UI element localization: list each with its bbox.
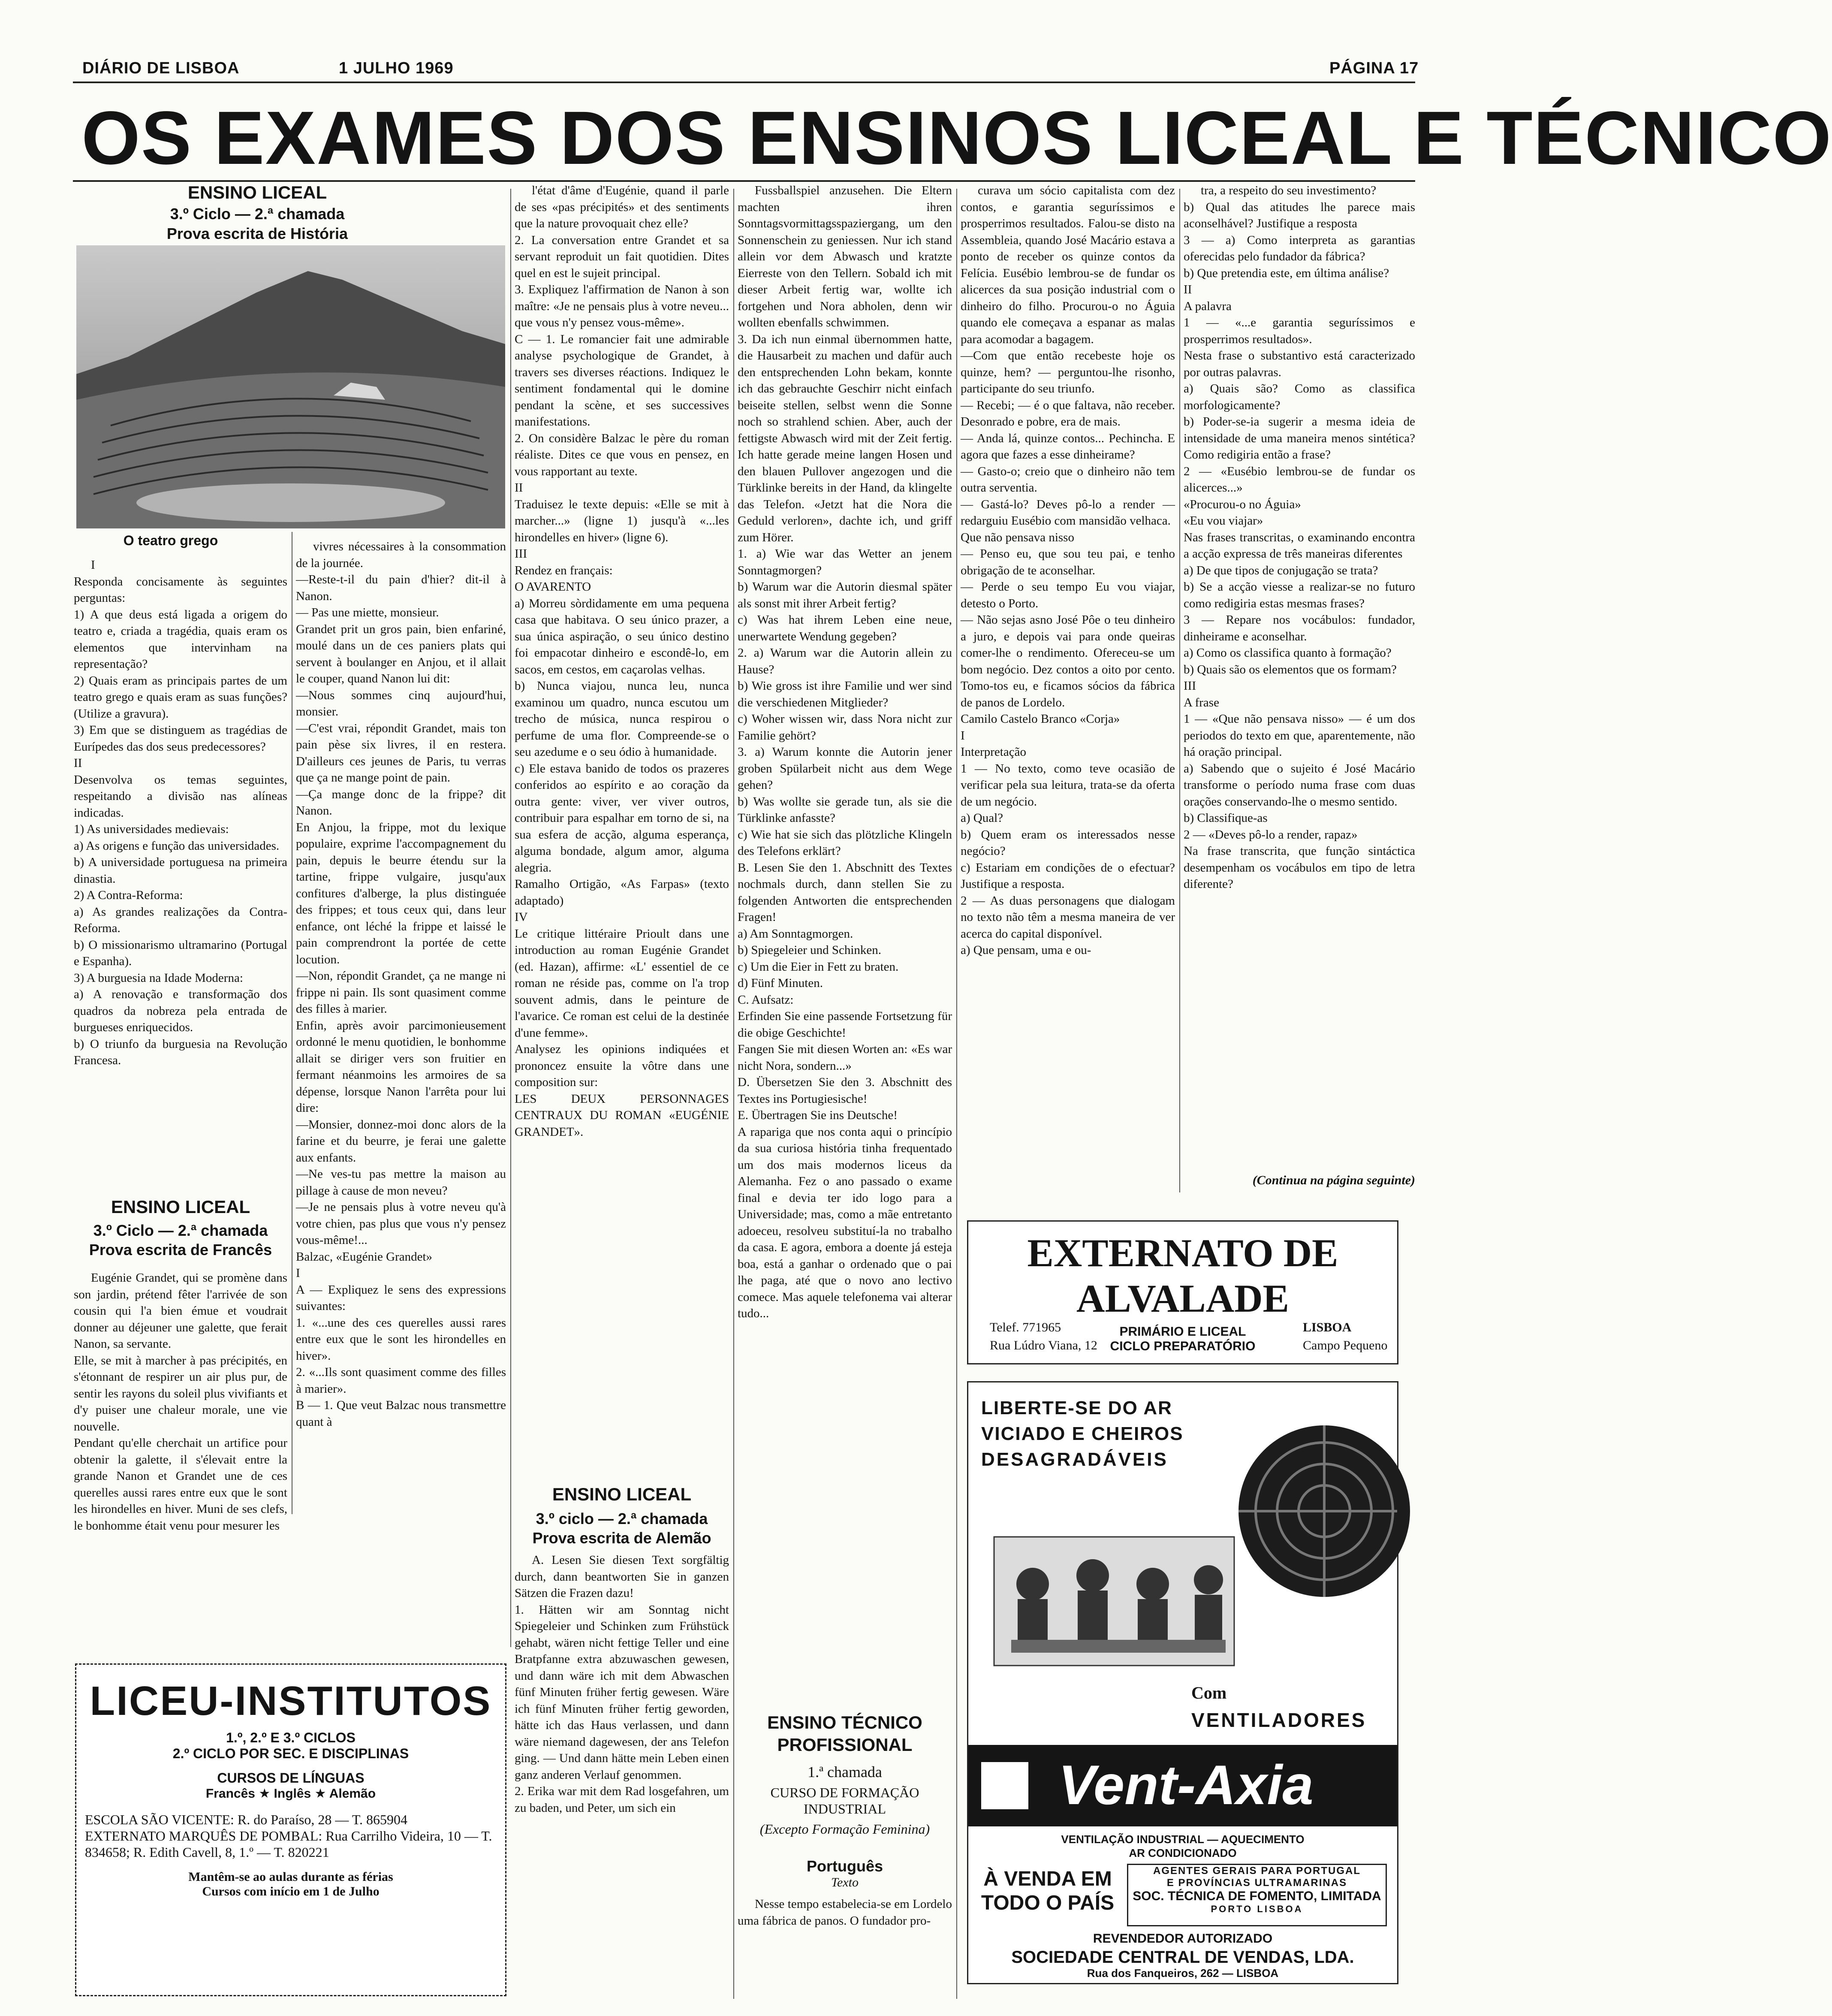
ad-com: Com [1191,1683,1227,1702]
tecnico-texto-label: Texto [831,1875,859,1889]
frances-text-2: vivres nécessaires à la consommation de la journée. —Reste-t-il du pain d'hier? dit-il à Nanon. — Pas une miette, monsieur. Grandet prit un gros pain, bien enfariné, moulé dans un de ces paniers plats qui servent à boulanger en Anjou, et il allait le couper, quand Nanon lui dit: —Nous sommes cinq aujourd'hui, monsier. —C'est vrai, répondit Grandet, mais ton pain pèse six livres, il en restera. D'ailleurs ces jeunes de Paris, tu verras que ça ne mange point de pain. —Ça mange donc de la frippe? dit Nanon. En Anjou, la frippe, mot du lexique populaire, exprime l'accompagnement du pain, depuis le beurre étendu sur la tartine, frippe vulgaire, jusqu'aux confitures d'alberge, la plus distinguée des frippes; et tous ceux qui, dans leur enfance, ont léché la frippe et laissé le pain comprendront la portée de cette locution. —Non, répondit Grandet, ça ne mange ni frippe ni pain. Ils sont quasiment comme des filles à marier. Enfin, après avoir parcimonieusement ordonné le menu quotidien, le bonhomme allait se diriger vers son fruitier en fermant néanmoins les armoires de sa dépense, lorsque Nanon l'arrêta pour lui dire: —Monsier, donnez-moi donc alors de la farine et du beurre, je ferai une galette aux enfants. —Ne ves-tu pas mettre la maison au pillage à cause de mon neveu? —Je ne pensais plus à votre neveu qu'à votre chien, pas plus que vous n'y pensez vous-même!... Balzac, «Eugénie Grandet» I A — Expliquez le sens des expressions suivantes: 1. «...une des ces querelles aussi rares entre eux que le sont les hirondelles en hiver». 2. «...Ils sont quasiment comme des filles à marier». B — 1. Que veut Balzac nous transmettre quant à [296,540,506,1429]
frances-text-1: Eugénie Grandet, qui se promène dans son jardin, prétend fêter l'arrivée de son cousin qui l'a bien émue et voudrait donner au déjeuner une galette, que ferait Nanon, sa servante. Elle, se mit à marcher à pas précipités, en s'étonnant de respirer un air plus pur, de sentir les rayons du soleil plus vivifiants et d'y puiser une chaleur morale, une vie nouvelle. Pendant qu'elle cherchait un artifice pour obtenir la galette, il s'élevait entre la grande Nanon et Grandet une de ces querelles aussi rares entre eux que le sont les hirondelles en hiver. Muni de ses clefs, le bonhomme était venu pour mesurer les [74,1271,287,1533]
ad-liceu-line7: Mantêm-se ao aulas durante as férias [188,1870,393,1884]
ad-alvalade-line2: CICLO PREPARATÓRIO [1110,1339,1256,1353]
ad-agents-box [1127,1864,1387,1926]
ad-revendedor: REVENDEDOR AUTORIZADO [1093,1931,1273,1946]
ad-slogan-1: LIBERTE-SE DO AR [981,1397,1172,1418]
ad-alvalade-name: EXTERNATO DE ALVALADE [1027,1231,1338,1320]
tecnico-curso: CURSO DE FORMAÇÃO INDUSTRIAL [770,1785,919,1817]
ad-line-2: AR CONDICIONADO [1129,1847,1237,1859]
ad-liceu-name: LICEU-INSTITUTOS [90,1678,492,1724]
ad-vent-axia [967,1381,1398,1984]
ad-liceu-address1: ESCOLA SÃO VICENTE: R. do Paraíso, 28 — T. 865904 [85,1812,408,1827]
frances-text-3: l'état d'âme d'Eugénie, quand il parle de ses «pas précipités» et des sentiments que la nature provoquait chez elle? 2. La conversation entre Grandet et sa servant reproduit un fait quotidien. Dites quel en est le sujeit principal. 3. Expliquez l'affirmation de Nanon à son maître: «Je ne pensais plus à votre neveu... que vous n'y pensez vous-même». C — 1. Le romancier fait une admirable analyse psychologique de Grandet, à travers ses diverses réactions. Indiquez le sentiment fondamental qui le domine pendant la scène, et ses successives manifestations. 2. On considère Balzac le père du roman réaliste. Dites ce que vous en pensez, en vous rapportant au texte. II Traduisez le texte depuis: «Elle se mit à marcher...» (ligne 1) jusqu'à «...les hirondelles en hiver» (ligne 6). III Rendez en français: O AVARENTO a) Morreu sòrdidamente em uma pequena casa que habitava. O seu único prazer, a sua única aspiração, o seu único destino foi empacotar dinheiro e escondê-lo, em sacos, em cestos, em caçarolas velhas. b) Nunca viajou, nunca leu, nunca examinou um quadro, nunca escutou um trecho de música, nunca respirou o perfume de uma flor. Compreende-se o seu azedume e o seu ódio à humanidade. c) Ele estava banido de todos os prazeres conferidos ao espírito e ao coração da outra gente: viver, ver viver outros, contribuir para espalhar em torno de si, na sua esfera de acção, alguma esperança, alguma bondade, algum amor, alguma alegria. Ramalho Ortigão, «As Farpas» (texto adaptado) IV Le critique littéraire Prioult dans une introduction au roman Eugénie Grandet (ed. Hazan), affirme: «L' essentiel de ce roman ne réside pas, comme on l'a trop souvent admis, dans le peinture de l'avarice. Ce roman est celui de la destinée d'une femme». Analysez les opinions indiquées et prononcez ensuite la vôtre dans une composition sur: LES DEUX PERSONNAGES CENTRAUX DU ROMAN «EUGÉNIE GRANDET». [515,184,729,1139]
ad-alvalade-tel: Telef. 771965 [990,1320,1061,1334]
alemao-text-2: Fussballspiel anzusehen. Die Eltern machten ihren Sonntagsvormittagsspaziergang, um den Sonnenschein zu geniessen. Nur ich stand allein vor dem Abwasch und kratzte Eierreste von den Tellern. Sobald ich mit dieser Arbeit fertig war, wollte ich fortgehen und Nora abholen, denn wir wollten ebenfalls schwimmen. 3. Da ich nun einmal übernommen hatte, die Hausarbeit zu machen und dafür auch den entsprechenden Lohn bekam, konnte ich das gebrauchte Geschirr nicht einfach beiseite stellen, selbst wenn die Sonne noch so strahlend schien. Aber, auch der fettigste Abwasch wird mit der Zeit fertig. Ich hatte gerade meine langen Hosen und den blauen Pullover angezogen und die Türklinke bereits in der Hand, da klingelte das Telefon. «Jetzt hat die Nora die Geduld verloren», dachte ich, und griff zum Hörer. 1. a) Wie war das Wetter an jenem Sonntagmorgen? b) Warum war die Autorin diesmal später als sonst mit ihrer Arbeit fertig? c) Was hat ihrem Leben eine neue, unerwartete Wendung gegeben? 2. a) Warum war die Autorin allein zu Hause? b) Wie gross ist ihre Familie und wer sind die verschiedenen Mitglieder? c) Woher wissen wir, dass Nora nicht zur Familie gehört? 3. a) Warum konnte die Autorin jener groben Spülarbeit nicht aus dem Wege gehen? b) Was wollte sie gerade tun, als sie die Türklinke anfasste? c) Wie hat sie sich das plötzliche Klingeln des Telefons erklärt? B. Lesen Sie den 1. Abschnitt des Textes nochmals durch, dann stellen Sie zu folgenden Antworten die entsprechenden Fragen! a) Am Sonntagmorgen. b) Spiegeleier und Schinken. c) Um die Eier in Fett zu braten. d) Fünf Minuten. C. Aufsatz: Erfinden Sie eine passende Fortsetzung für die obige Geschichte! Fangen Sie mit diesen Worten an: «Es war nicht Nora, sondern...» D. Übersetzen Sie den 3. Abschnitt des Textes ins Portugiesische! E. Übertragen Sie ins Deutsche! A rapariga que nos conta aqui o princípio da sua curiosa história tinha frequentado um dos mais modernos liceus da Alemanha. Fez o ano passado o exame final e devia ter ido logo para a Universidade; mas, como a mãe entretanto adoeceu, resolveu substituí-la no trabalho da casa. E agora, embora a doente já esteja boa, está a ganhar o ordenado que o pai lhe paga, até que o novo ano lectivo comece. Mas aquele telefonema vai alterar tudo... [738,184,952,1320]
ad-agents-4: PORTO LISBOA [1211,1904,1303,1914]
greek-theatre-photo [76,245,505,528]
headline-rule [73,180,1415,182]
ad-agents-1: AGENTES GERAIS PARA PORTUGAL [1153,1865,1361,1877]
ad-address: Rua dos Fanqueiros, 262 — LISBOA [1087,1967,1279,1980]
historia-subtitle: 3.º Ciclo — 2.ª chamada [170,205,345,223]
ad-slogan-2: VICIADO E CHEIROS [981,1423,1184,1444]
ad-brand-band [968,1745,1397,1826]
tecnico-text-2: curava um sócio capitalista com dez contos, e garantia seguríssimos e prosperrimos resultados. Falou-se disto na Assembleia, quando José Macário estava a ponto de receber os quinze contos da Felícia. Eusébio lembrou-se de fundar os alicerces da sua posição industrial com o dinheiro do filho. Procurou-o no Águia quando ele começava a espanar as malas para acomodar a bagagem. —Com que então recebeste hoje os quinze, hem? — perguntou-lhe risonho, participante do seu triunfo. — Recebi; — é o que faltava, não receber. Desonrado e pobre, era de mais. — Anda lá, quinze contos... Pechincha. E agora que fazes a esse dinheirame? — Gasto-o; creio que o dinheiro não tem outra serventia. — Gastá-lo? Deves pô-lo a render — redarguiu Eusébio com mansidão velhaca. Que não pensava nisso — Penso eu, que sou teu pai, e tenho obrigação de te aconselhar. — Perde o seu tempo Eu vou viajar, detesto o Porto. — Não sejas asno José Pôe o teu dinheiro a juro, e depois vai para onde queiras comer-lhe o rendimento. Ofereceu-se um bom negócio. Dez contos a oito por cento. Tomo-tos eu, e ficamos sócios da fábrica de panos de Lordelo. Camilo Castelo Branco «Corja» I Interpretação 1 — No texto, como teve ocasião de verificar pela sua leitura, trata-se da oferta de um negócio. a) Qual? b) Quem eram os interessados nesse negócio? c) Estariam em condições de o efectuar? Justifique a resposta. 2 — As duas personagens que dialogam no texto não têm a mesma maneira de ver acerca do capital disponível. a) Que pensam, uma e ou- [961,184,1175,957]
column-divider [510,189,511,1647]
vent-axia-logo-icon [981,1762,1028,1809]
ad-alvalade-city: LISBOA [1303,1320,1352,1334]
alemao-subtitle: 3.º ciclo — 2.ª chamada [536,1510,708,1527]
alemao-text-1: A. Lesen Sie diesen Text sorgfältig durch, dann beantworten Sie in ganzen Sätzen die Frazen dazu! 1. Hätten wir am Sonntag nicht Spiegeleier und Schinken zum Frühstück gehabt, wären nicht fettige Teller und eine Bratpfanne extra abzuwaschen gewesen, und dann wäre ich mit dem Abwaschen fünf Minuten früher fertig gewesen. Wäre ich fünf Minuten früher fertig geworden, hätte ich das Haus verlassen, und dann wäre niemand dagewesen, der ans Telefon ging. — Und dann hätte mein Leben einen ganz anderen Verlauf genommen. 2. Erika war mit dem Rad losgefahren, um zu baden, und Peter, um sich ein [515,1553,729,1815]
ventilator-illustration [968,1382,1397,1743]
column-divider [733,189,734,1999]
ad-venda: À VENDA EM TODO O PAÍS [981,1868,1115,1914]
alemao-subtitle2: Prova escrita de Alemão [532,1529,711,1547]
ad-slogan-3: DESAGRADÁVEIS [981,1449,1168,1470]
tecnico-text-3: tra, a respeito do seu investimento? b) Qual das atitudes lhe parece mais aconselhável? Justifique a resposta 3 — a) Como interpreta as garantias oferecidas pelo fundador da fábrica? b) Que pretendia este, em última análise? II A palavra 1 — «...e garantia seguríssimos e prosperrimos resultados». Nesta frase o substantivo está caracterizado por outras palavras. a) Quais são? Como as classifica morfologicamente? b) Poder-se-ia sugerir a mesma ideia de intensidade de uma maneira menos sintética? Como redigiria então a frase? 2 — «Eusébio lembrou-se de fundar os alicerces...» «Procurou-o no Águia» «Eu vou viajar» Nas frases transcritas, o examinando encontra a acção expressa de três maneiras diferentes a) De que tipos de conjugação se trata? b) Se a acção viesse a realizar-se no futuro como redigiria estas mesmas frases? 3 — Repare nos vocábulos: fundador, dinheirame e aconselhar. a) Como os classifica quanto à formação? b) Quais são os elementos que os formam? III A frase 1 — «Que não pensava nisso» — é um dos periodos do texto em que, aparentemente, não há oração principal. a) Sabendo que o sujeito é José Macário transforme o período numa frase com duas orações conservando-lhe o mesmo sentido. b) Classifique-as 2 — «Deves pô-lo a render, rapaz» Na frase transcrita, que função sintáctica desempenham os vocábulos em tipo de letra diferente? [1184,184,1415,891]
ad-line-1: VENTILAÇÃO INDUSTRIAL — AQUECIMENTO [1061,1833,1305,1846]
ad-liceu-line4: Francês ★ Inglês ★ Alemão [205,1787,376,1801]
tecnico-chamada: 1.ª chamada [808,1763,882,1781]
frances-title: ENSINO LICEAL [111,1197,250,1217]
ad-liceu-line1: 1.º, 2.º E 3.º CICLOS [226,1730,356,1745]
ad-alvalade-line1: PRIMÁRIO E LICEAL [1119,1325,1246,1339]
continued-notice: (Continua na página seguinte) [1252,1173,1415,1187]
column-divider [1179,189,1180,1192]
ad-liceu-line2: 2.º CICLO POR SEC. E DISCIPLINAS [172,1746,409,1761]
ad-liceu-line3: CURSOS DE LÍNGUAS [217,1770,365,1786]
frances-subtitle2: Prova escrita de Francês [89,1241,272,1258]
ad-agents-2: E PROVÍNCIAS ULTRAMARINAS [1166,1877,1347,1889]
column-divider [956,189,957,1999]
ad-liceu-address2: EXTERNATO MARQUÊS DE POMBAL: Rua Carrilho Videira, 10 — T. 834658; R. Edith Cavell, 8, 1.º — T. 820221 [85,1828,492,1860]
ad-alvalade-street: Rua Lúdro Viana, 12 [990,1338,1097,1352]
header-rule [73,81,1415,83]
ad-alvalade-area: Campo Pequeno [1303,1338,1388,1352]
photo-caption: O teatro grego [123,533,218,548]
ad-liceu-line8: Cursos com início em 1 de Julho [202,1884,380,1898]
paper-name: DIÁRIO DE LISBOA [82,59,240,77]
page-number: PÁGINA 17 [1329,59,1419,77]
tecnico-excepto: (Excepto Formação Feminina) [759,1821,930,1837]
historia-subtitle2: Prova escrita de História [166,225,348,242]
ad-externato-alvalade [967,1220,1398,1364]
historia-questions: I Responda concisamente às seguintes perguntas: 1) A que deus está ligada a origem do teatro e, criada a tragédia, quais eram os elementos que intervinham na representação? 2) Quais eram as principais partes de um teatro grego e quais eram as suas funções? (Utilize a gravura). 3) Em que se distinguem as tragédias de Eurípedes das dos seus predecessores? II Desenvolva os temas seguintes, respeitando a divisão nas alíneas indicadas. 1) As universidades medievais: a) As origens e função das universidades. b) A universidade portuguesa na primeira dinastia. 2) A Contra-Reforma: a) As grandes realizações da Contra-Reforma. b) O missionarismo ultramarino (Portugal e Espanha). 3) A burguesia na Idade Moderna: a) A renovação e transformação dos quadros da nobreza pela entrada de burgueses enriquecidos. b) O triunfo da burguesia na Revolução Francesa. [74,558,287,1067]
tecnico-text-1: Nesse tempo estabelecia-se em Lordelo uma fábrica de panos. O fundador pro- [738,1897,952,1928]
tecnico-materia: Português [806,1857,883,1875]
main-headline: OS EXAMES DOS ENSINOS LICEAL E TÉCNICO [81,96,1832,180]
ad-liceu-institutos [75,1663,506,1996]
ad-sociedade: SOCIEDADE CENTRAL DE VENDAS, LDA. [1011,1948,1354,1967]
historia-title: ENSINO LICEAL [187,182,327,202]
ad-ventiladores: VENTILADORES [1191,1709,1367,1731]
ad-agents-3: SOC. TÉCNICA DE FOMENTO, LIMITADA [1133,1889,1381,1903]
tecnico-title: ENSINO TÉCNICO PROFISSIONAL [767,1712,922,1755]
alemao-title: ENSINO LICEAL [552,1484,692,1504]
frances-subtitle: 3.º Ciclo — 2.ª chamada [93,1222,268,1239]
issue-date: 1 JULHO 1969 [339,59,454,77]
ad-brand-name: Vent-Axia [1058,1753,1314,1816]
